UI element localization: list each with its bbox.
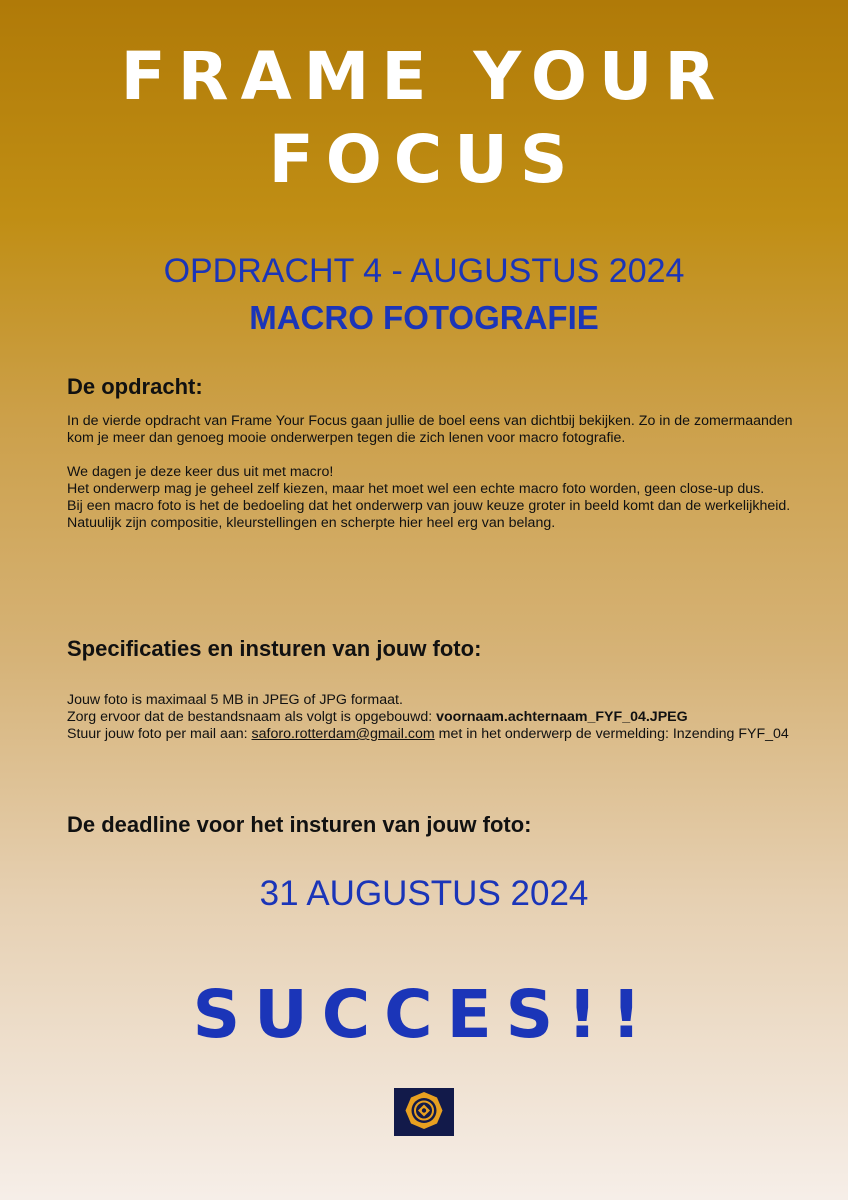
specs-heading: Specificaties en insturen van jouw foto: xyxy=(67,636,482,661)
closing-text: SUCCES!! xyxy=(192,976,656,1053)
assignment-heading: De opdracht: xyxy=(67,374,203,399)
specs-email-suffix: met in het onderwerp de vermelding: Inzending FYF_04 xyxy=(434,726,789,742)
assignment-paragraph-1: In de vierde opdracht van Frame Your Focus gaan jullie de boel eens van dichtbij bekijken. Zo in de zomermaanden kom je meer dan genoeg mooie onderwerpen tegen die zich lenen voor macro fotografie. xyxy=(67,413,793,446)
deadline-heading: De deadline voor het insturen van jouw foto: xyxy=(67,812,532,837)
specs-body xyxy=(67,692,797,743)
specs-filename-label: Zorg ervoor dat de bestandsnaam als volgt is opgebouwd: xyxy=(67,709,437,725)
assignment-line-1: We dagen je deze keer dus uit met macro! xyxy=(67,464,334,480)
assignment-line-3: Bij een macro foto is het de bedoeling dat het onderwerp van jouw keuze groter in beeld komt dan de werkelijkheid. xyxy=(67,498,791,514)
theme-subtitle: MACRO FOTOGRAFIE xyxy=(249,299,599,336)
deadline-date: 31 AUGUSTUS 2024 xyxy=(259,874,589,913)
assignment-body xyxy=(67,413,797,532)
assignment-subtitle: OPDRACHT 4 - AUGUSTUS 2024 xyxy=(163,252,685,290)
specs-email-label: Stuur jouw foto per mail aan: xyxy=(67,726,252,742)
poster-title-line1: FRAME YOUR xyxy=(120,38,728,115)
email-link[interactable]: saforo.rotterdam@gmail.com xyxy=(251,726,435,742)
specs-line-3 xyxy=(67,726,797,743)
specs-filename-value: voornaam.achternaam_FYF_04.JPEG xyxy=(436,709,688,725)
specs-line-2 xyxy=(67,709,797,726)
assignment-line-2: Het onderwerp mag je geheel zelf kiezen, maar het moet wel een echte macro foto worden, geen close-up dus. xyxy=(67,481,765,497)
specs-line-1: Jouw foto is maximaal 5 MB in JPEG of JPG formaat. xyxy=(67,692,403,708)
poster-title-line2: FOCUS xyxy=(268,121,580,198)
saforo-logo xyxy=(394,1088,454,1136)
saforo-logo-icon xyxy=(394,1088,454,1136)
assignment-line-4: Natuulijk zijn compositie, kleurstellingen en scherpte hier heel erg van belang. xyxy=(67,515,556,531)
